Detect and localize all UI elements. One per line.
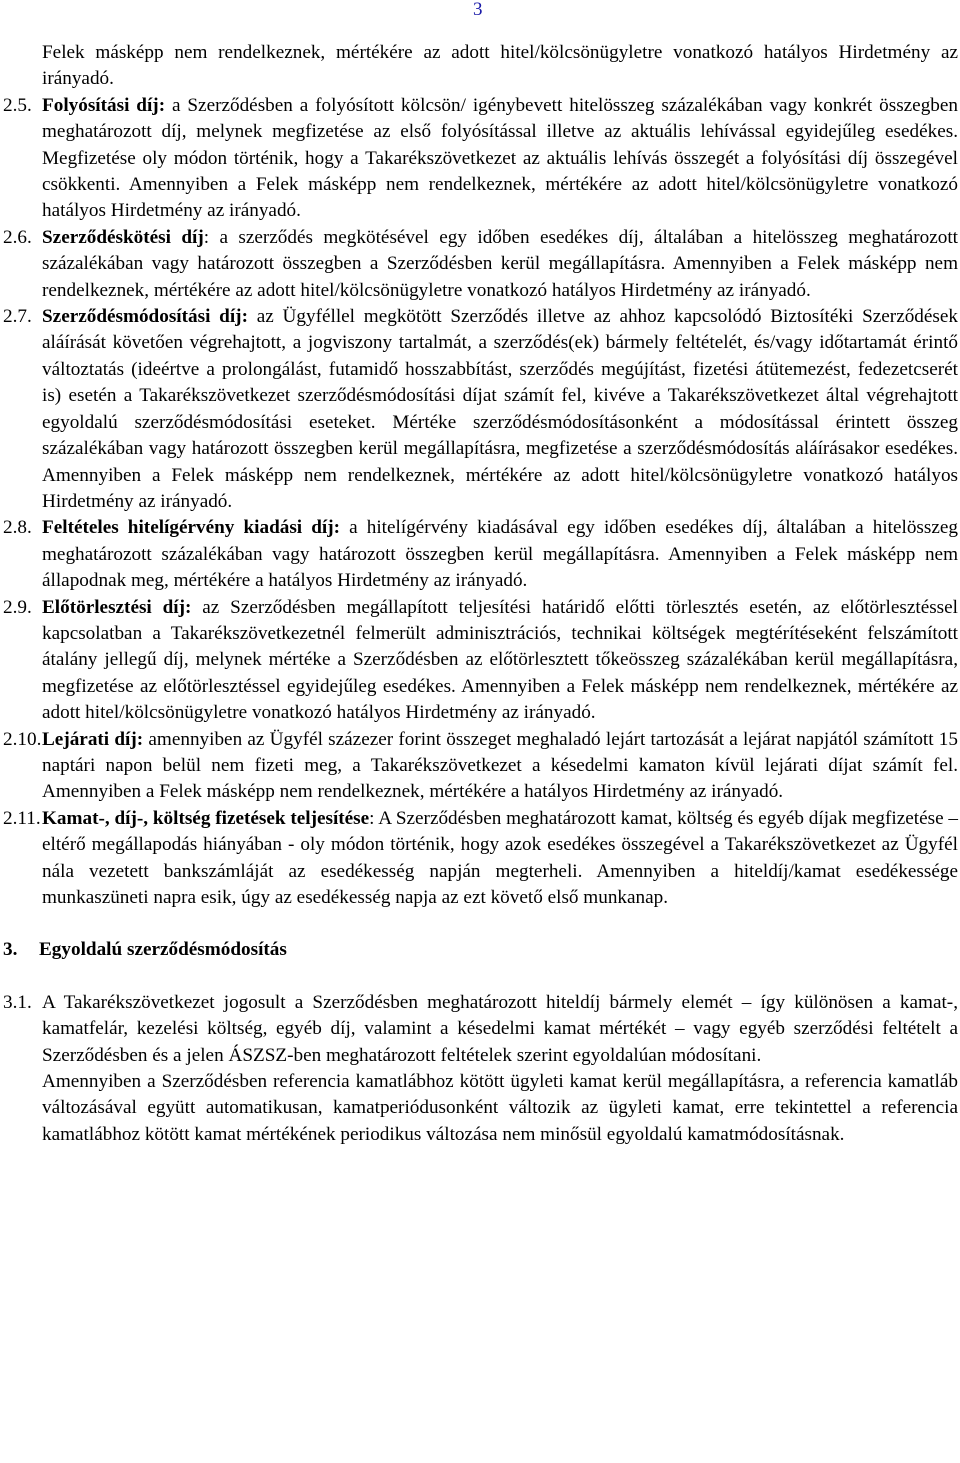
item-body: : A Szerződésben meghatározott kamat, költség és egyéb díjak megfizetése – eltérő megállapodás hiányában - oly módon történik, hogy azok esedékes összegével a Takarékszövetkezet az Ügyfél nála vezetett bankszámláját az esedékesség napján megterheli. Amennyiben a hiteldíj/kamat esedékessége munkaszüneti napra esik, úgy az esedékesség napja az ezt követő első munkanap. bbox=[42, 807, 958, 908]
page-number: 3 bbox=[473, 0, 483, 20]
item-title: Lejárati díj: bbox=[42, 728, 144, 750]
item-title: Szerződésmódosítási díj: bbox=[42, 306, 248, 328]
item-number: 2.10. bbox=[3, 728, 42, 750]
item-body: a hitelígérvény kiadásával egy időben esedékes díj, általában a hitelösszeg meghatározott százalékában vagy határozott összegben kerül megállapításra. Amennyiben a Felek másképp nem állapodnak meg, mértékére a hatályos Hirdetmény az irányadó. bbox=[42, 517, 958, 592]
item-2-7 bbox=[0, 304, 958, 515]
document-body bbox=[0, 40, 958, 1148]
item-number: 2.5. bbox=[3, 94, 32, 116]
item-title: Kamat-, díj-, költség fizetések teljesítése bbox=[42, 807, 370, 829]
item-3-1 bbox=[0, 990, 958, 1069]
item-body: a Szerződésben a folyósított kölcsön/ igénybevett hitelösszeg százalékában vagy konkrét összegben meghatározott díj, melynek megfizetése az első folyósítással illetve az aktuális lehívással egyidejűleg esedékes. Megfizetése oly módon történik, hogy a Takarékszövetkezet az aktuális lehívás összegét a folyósítási díj összegével csökkenti. Amennyiben a Felek másképp nem rendelkeznek, mértékére az adott hitel/kölcsönügyletre vonatkozó hatályos Hirdetmény az irányadó. bbox=[42, 94, 958, 222]
item-2-10 bbox=[0, 727, 958, 806]
item-2-5 bbox=[0, 93, 958, 225]
item-body: az Ügyféllel megkötött Szerződés illetve az ahhoz kapcsolódó Biztosítéki Szerződések aláírását követően végrehajtott, a jogviszony tartalmát, a szerződés(ek) bármely feltételét, és/vagy időtartamát érintő változtatás (ideértve a prolongálást, futamidő hosszabbítást, szerződés megújítást, fizetési átütemezést, fedezetcserét is) esetén a Takarékszövetkezet szerződésmódosítási díjat számít fel, kivéve a Takarékszövetkezet által végrehajtott egyoldalú szerződésmódosítási eseteket. Mértéke szerződésmódosításonként a módosítással érintett összeg százalékában vagy határozott összegben kerül megállapításra, megfizetése a szerződésmódosítás aláírásakor esedékes. Amennyiben a Felek másképp nem rendelkeznek, mértékére az adott hitel/kölcsönügyletre vonatkozó hatályos Hirdetmény az irányadó. bbox=[42, 306, 958, 512]
intro-paragraph: Felek másképp nem rendelkeznek, mértékére az adott hitel/kölcsönügyletre vonatkozó hatályos Hirdetmény az irányadó. bbox=[42, 42, 958, 90]
item-body: amennyiben az Ügyfél százezer forint összeget meghaladó lejárt tartozását a lejárat napjától számított 15 naptári napon belül nem fizeti meg, a Takarékszövetkezet a késedelmi kamaton kívül lejárati díjat számít fel. Amennyiben a Felek másképp nem rendelkeznek, mértékére a hatályos Hirdetmény az irányadó. bbox=[42, 728, 958, 803]
item-number: 3.1. bbox=[3, 991, 32, 1013]
spacer bbox=[0, 911, 958, 937]
item-number: 2.6. bbox=[3, 226, 32, 248]
item-body: az Szerződésben megállapított teljesítési határidő előtti törlesztés esetén, az előtörlesztéssel kapcsolatban a Takarékszövetkezetnél felmerült adminisztrációs, technikai költségek megtérítéseként felszámított átalány jellegű díj, melynek mértéke a Szerződésben az előtörlesztett tőkeösszeg százalékában kerül megállapításra, megfizetése az előtörlesztéssel egyidejűleg esedékes. Amennyiben a Felek másképp nem rendelkeznek, mértékére az adott hitel/kölcsönügyletre vonatkozó hatályos Hirdetmény az irányadó. bbox=[42, 596, 958, 724]
item-number: 2.8. bbox=[3, 517, 32, 539]
spacer bbox=[0, 964, 958, 990]
item-2-11 bbox=[0, 806, 958, 912]
item-body: : a szerződés megkötésével egy időben esedékes díj, általában a hitelösszeg meghatározott százalékában vagy határozott összegben a Szerződésben kerül megállapításra. Amennyiben a Felek másképp nem rendelkeznek, mértékére az adott hitel/kölcsönügyletre vonatkozó hatályos Hirdetmény az irányadó. bbox=[42, 226, 958, 301]
item-title: Előtörlesztési díj: bbox=[42, 596, 192, 618]
item-body: A Takarékszövetkezet jogosult a Szerződésben meghatározott hiteldíj bármely elemét – így különösen a kamat-, kamatfelár, kezelési költség, egyéb díj, valamint a késedelmi kamat mértékét – vagy egyéb szerződési feltételt a Szerződésben és a jelen ÁSZSZ-ben meghatározott feltételek szerint egyoldalúan módosítani. bbox=[42, 991, 958, 1066]
item-title: Szerződéskötési díj bbox=[42, 226, 204, 248]
item-number: 2.9. bbox=[3, 596, 32, 618]
section-heading bbox=[0, 937, 958, 963]
item-title: Feltételes hitelígérvény kiadási díj: bbox=[42, 517, 341, 539]
item-3-1-continuation: Amennyiben a Szerződésben referencia kamatlábhoz kötött ügyleti kamat kerül megállapításra, a referencia kamatláb változásával együtt automatikusan, kamatperiódusonként változik az ügyleti kamat, erre tekintettel a referencia kamatlábhoz kötött kamat mértékének periodikus változása nem minősül egyoldalú kamatmódosításnak. bbox=[42, 1071, 958, 1145]
item-2-8 bbox=[0, 515, 958, 594]
item-title: Folyósítási díj: bbox=[42, 94, 166, 116]
item-2-6 bbox=[0, 225, 958, 304]
item-number: 2.7. bbox=[3, 306, 32, 328]
section-title: Egyoldalú szerződésmódosítás bbox=[39, 939, 287, 961]
item-2-9 bbox=[0, 595, 958, 727]
section-number: 3. bbox=[3, 939, 18, 961]
item-number: 2.11. bbox=[3, 807, 41, 829]
